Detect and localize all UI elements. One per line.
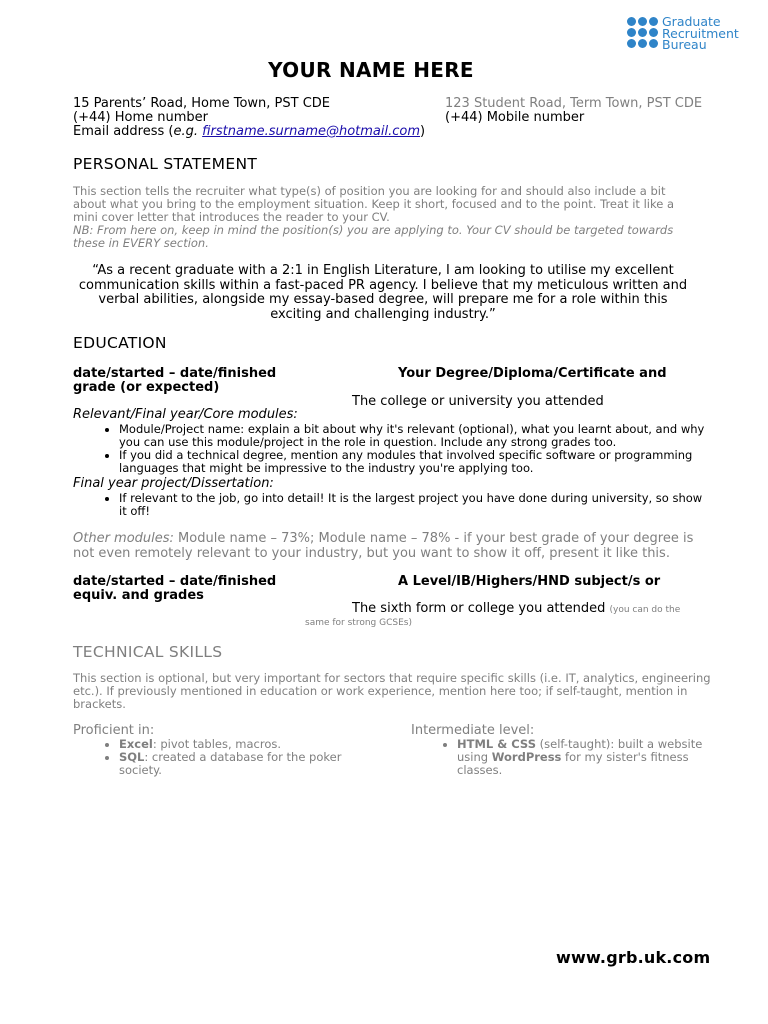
proficient-label: Proficient in: bbox=[73, 723, 155, 738]
footer-url[interactable]: www.grb.uk.com bbox=[556, 948, 711, 967]
skill-item: • SQL: created a database for the poker society. bbox=[119, 751, 373, 777]
edu2-qualification: A Level/IB/Highers/HND subject/s or bbox=[398, 574, 661, 589]
edu2-institution-line bbox=[305, 603, 705, 629]
home-phone: (+44) Home number bbox=[73, 110, 208, 125]
edu1-grade: grade (or expected) bbox=[73, 380, 220, 395]
edu2-note: (you can do the same for strong GCSEs) bbox=[305, 605, 681, 628]
cv-name-title: YOUR NAME HERE bbox=[268, 58, 474, 82]
technical-skills-guidance: This section is optional, but very important for sectors that require specific skills (i.e. IT, analytics, engineering etc.). If previously mentioned in education or work experience, mention here too; if self-taught, mention in brackets. bbox=[73, 671, 711, 711]
home-address-block bbox=[73, 97, 425, 139]
edu1-degree: Your Degree/Diploma/Certificate and bbox=[398, 366, 667, 381]
email-line: Email address (e.g. firstname.surname@hotmail.com) bbox=[73, 124, 426, 139]
email-link[interactable]: firstname.surname@hotmail.com bbox=[202, 124, 421, 139]
project-label: Final year project/Dissertation: bbox=[73, 476, 274, 491]
personal-statement-quote: “As a recent graduate with a 2:1 in English Literature, I am looking to utilise my excellent communication skills within a fast-paced PR agency. I believe that my meticulous written and verbal abilities, alongside my essay-based degree, will prepare me for a role within this exciting and challenging industry.” bbox=[78, 263, 688, 322]
logo-dots-icon bbox=[624, 16, 662, 52]
project-item: • If relevant to the job, go into detail! It is the largest project you have done during university, so show it off! bbox=[119, 492, 713, 518]
personal-statement-nb: NB: From here on, keep in mind the position(s) you are applying to. Your CV should be targeted towards these in EVERY section. bbox=[73, 223, 674, 250]
skill-item: • Excel: pivot tables, macros. bbox=[119, 738, 373, 751]
other-modules: Other modules: Module name – 73%; Module name – 78% - if your best grade of your degree is not even remotely relevant to your industry, but you want to show it off, present it like this. bbox=[73, 531, 694, 561]
technical-skills-heading: TECHNICAL SKILLS bbox=[73, 643, 223, 661]
edu2-institution: The sixth form or college you attended bbox=[352, 601, 606, 616]
personal-statement-guidance: This section tells the recruiter what type(s) of position you are looking for and should also include a bit about what you bring to the employment situation. Keep it short, focused and to the point. Treat it like a mini cover letter that introduces the reader to your CV. bbox=[73, 184, 674, 224]
edu2-dates: date/started – date/finished bbox=[73, 574, 277, 589]
edu1-dates: date/started – date/finished bbox=[73, 366, 277, 381]
intermediate-list bbox=[411, 738, 711, 777]
term-address-block bbox=[445, 97, 702, 125]
modules-list bbox=[73, 423, 713, 475]
intermediate-label: Intermediate level: bbox=[411, 723, 535, 738]
education-heading: EDUCATION bbox=[73, 334, 167, 352]
module-item: • Module/Project name: explain a bit about why it's relevant (optional), what you learnt about, and why you can use this module/project in the role in question. Include any strong grades too. bbox=[119, 423, 713, 449]
personal-statement-heading: PERSONAL STATEMENT bbox=[73, 155, 258, 173]
proficient-list bbox=[73, 738, 373, 777]
modules-label: Relevant/Final year/Core modules: bbox=[73, 407, 298, 422]
grb-logo bbox=[624, 16, 754, 56]
logo-text: Graduate Recruitment Bureau bbox=[662, 14, 739, 52]
edu1-institution: The college or university you attended bbox=[352, 394, 604, 409]
home-address-line: 15 Parents’ Road, Home Town, PST CDE bbox=[73, 96, 331, 111]
skill-item: • HTML & CSS (self-taught): built a website using WordPress for my sister's fitness classes. bbox=[457, 738, 711, 777]
module-item: • If you did a technical degree, mention any modules that involved specific software or programming languages that might be impressive to the industry you're applying too. bbox=[119, 449, 713, 475]
mobile-phone: (+44) Mobile number bbox=[445, 110, 585, 125]
term-address-line: 123 Student Road, Term Town, PST CDE bbox=[445, 96, 703, 111]
project-list bbox=[73, 492, 713, 518]
edu2-grades: equiv. and grades bbox=[73, 588, 204, 603]
